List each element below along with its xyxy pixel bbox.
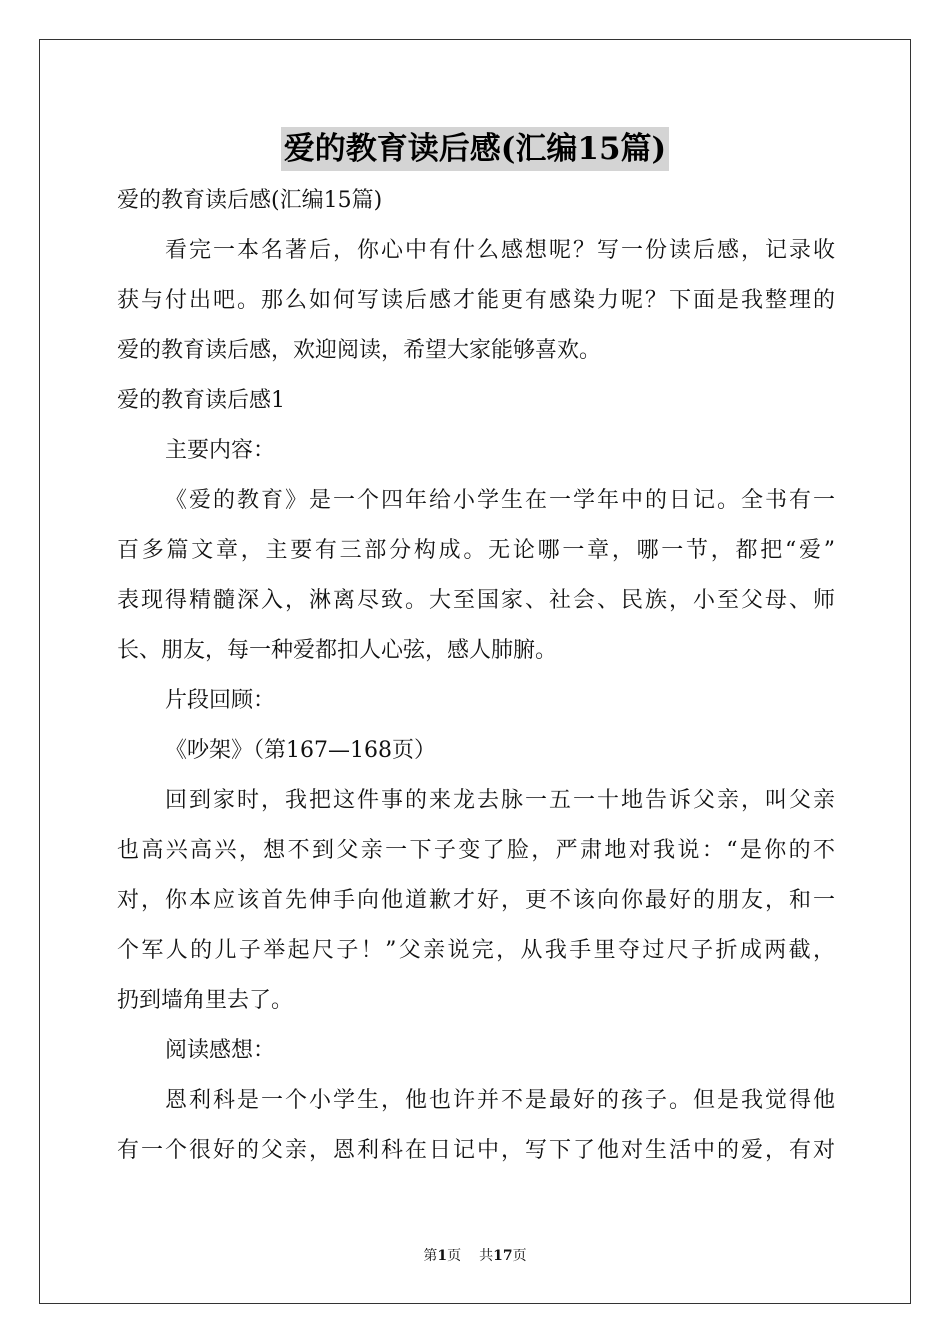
text-line: 《爱的教育》是一个四年给小学生在一学年中的日记。全书有一	[165, 488, 835, 513]
text-line: 个军人的儿子举起尺子！”父亲说完，从我手里夺过尺子折成两截，	[117, 938, 835, 963]
text-line: 对，你本应该首先伸手向他道歉才好，更不该向你最好的朋友，和一	[117, 888, 835, 913]
text-line: 扔到墙角里去了。	[117, 988, 294, 1013]
total-suffix: 页	[512, 1248, 527, 1264]
text-line: 回到家时，我把这件事的来龙去脉一五一十地告诉父亲，叫父亲	[165, 788, 835, 813]
text-line: 有一个很好的父亲，恩利科在日记中，写下了他对生活中的爱，有对	[117, 1138, 835, 1163]
title-area	[0, 127, 950, 171]
text-line: 主要内容：	[165, 438, 276, 463]
text-line: 表现得精髓深入，淋离尽致。大至国家、社会、民族，小至父母、师	[117, 588, 835, 613]
document-title: 爱的教育读后感(汇编15篇)	[281, 127, 669, 171]
text-line: 也高兴高兴，想不到父亲一下子变了脸，严肃地对我说：“是你的不	[117, 838, 835, 863]
text-line: 恩利科是一个小学生，他也许并不是最好的孩子。但是我觉得他	[165, 1088, 835, 1113]
total-prefix: 共	[479, 1248, 494, 1264]
text-line: 阅读感想：	[165, 1038, 276, 1063]
total-pages: 17	[493, 1248, 513, 1264]
page-prefix: 第	[423, 1248, 438, 1264]
text-line: 爱的教育读后感1	[117, 388, 285, 413]
page-number: 1	[437, 1248, 448, 1264]
text-line: 获与付出吧。那么如何写读后感才能更有感染力呢？下面是我整理的	[117, 288, 835, 313]
text-line: 百多篇文章，主要有三部分构成。无论哪一章，哪一节，都把“爱”	[117, 538, 835, 563]
document-body	[117, 176, 835, 1176]
text-line: 长、朋友，每一种爱都扣人心弦，感人肺腑。	[117, 638, 558, 663]
text-line: 《吵架》（第167—168页）	[165, 738, 436, 763]
page-suffix: 页	[447, 1248, 462, 1264]
text-line: 看完一本名著后，你心中有什么感想呢？写一份读后感，记录收	[165, 238, 835, 263]
text-line: 片段回顾：	[165, 688, 276, 713]
text-line: 爱的教育读后感，欢迎阅读，希望大家能够喜欢。	[117, 338, 602, 363]
page-footer	[0, 1246, 950, 1266]
text-line: 爱的教育读后感(汇编15篇)	[117, 188, 383, 213]
